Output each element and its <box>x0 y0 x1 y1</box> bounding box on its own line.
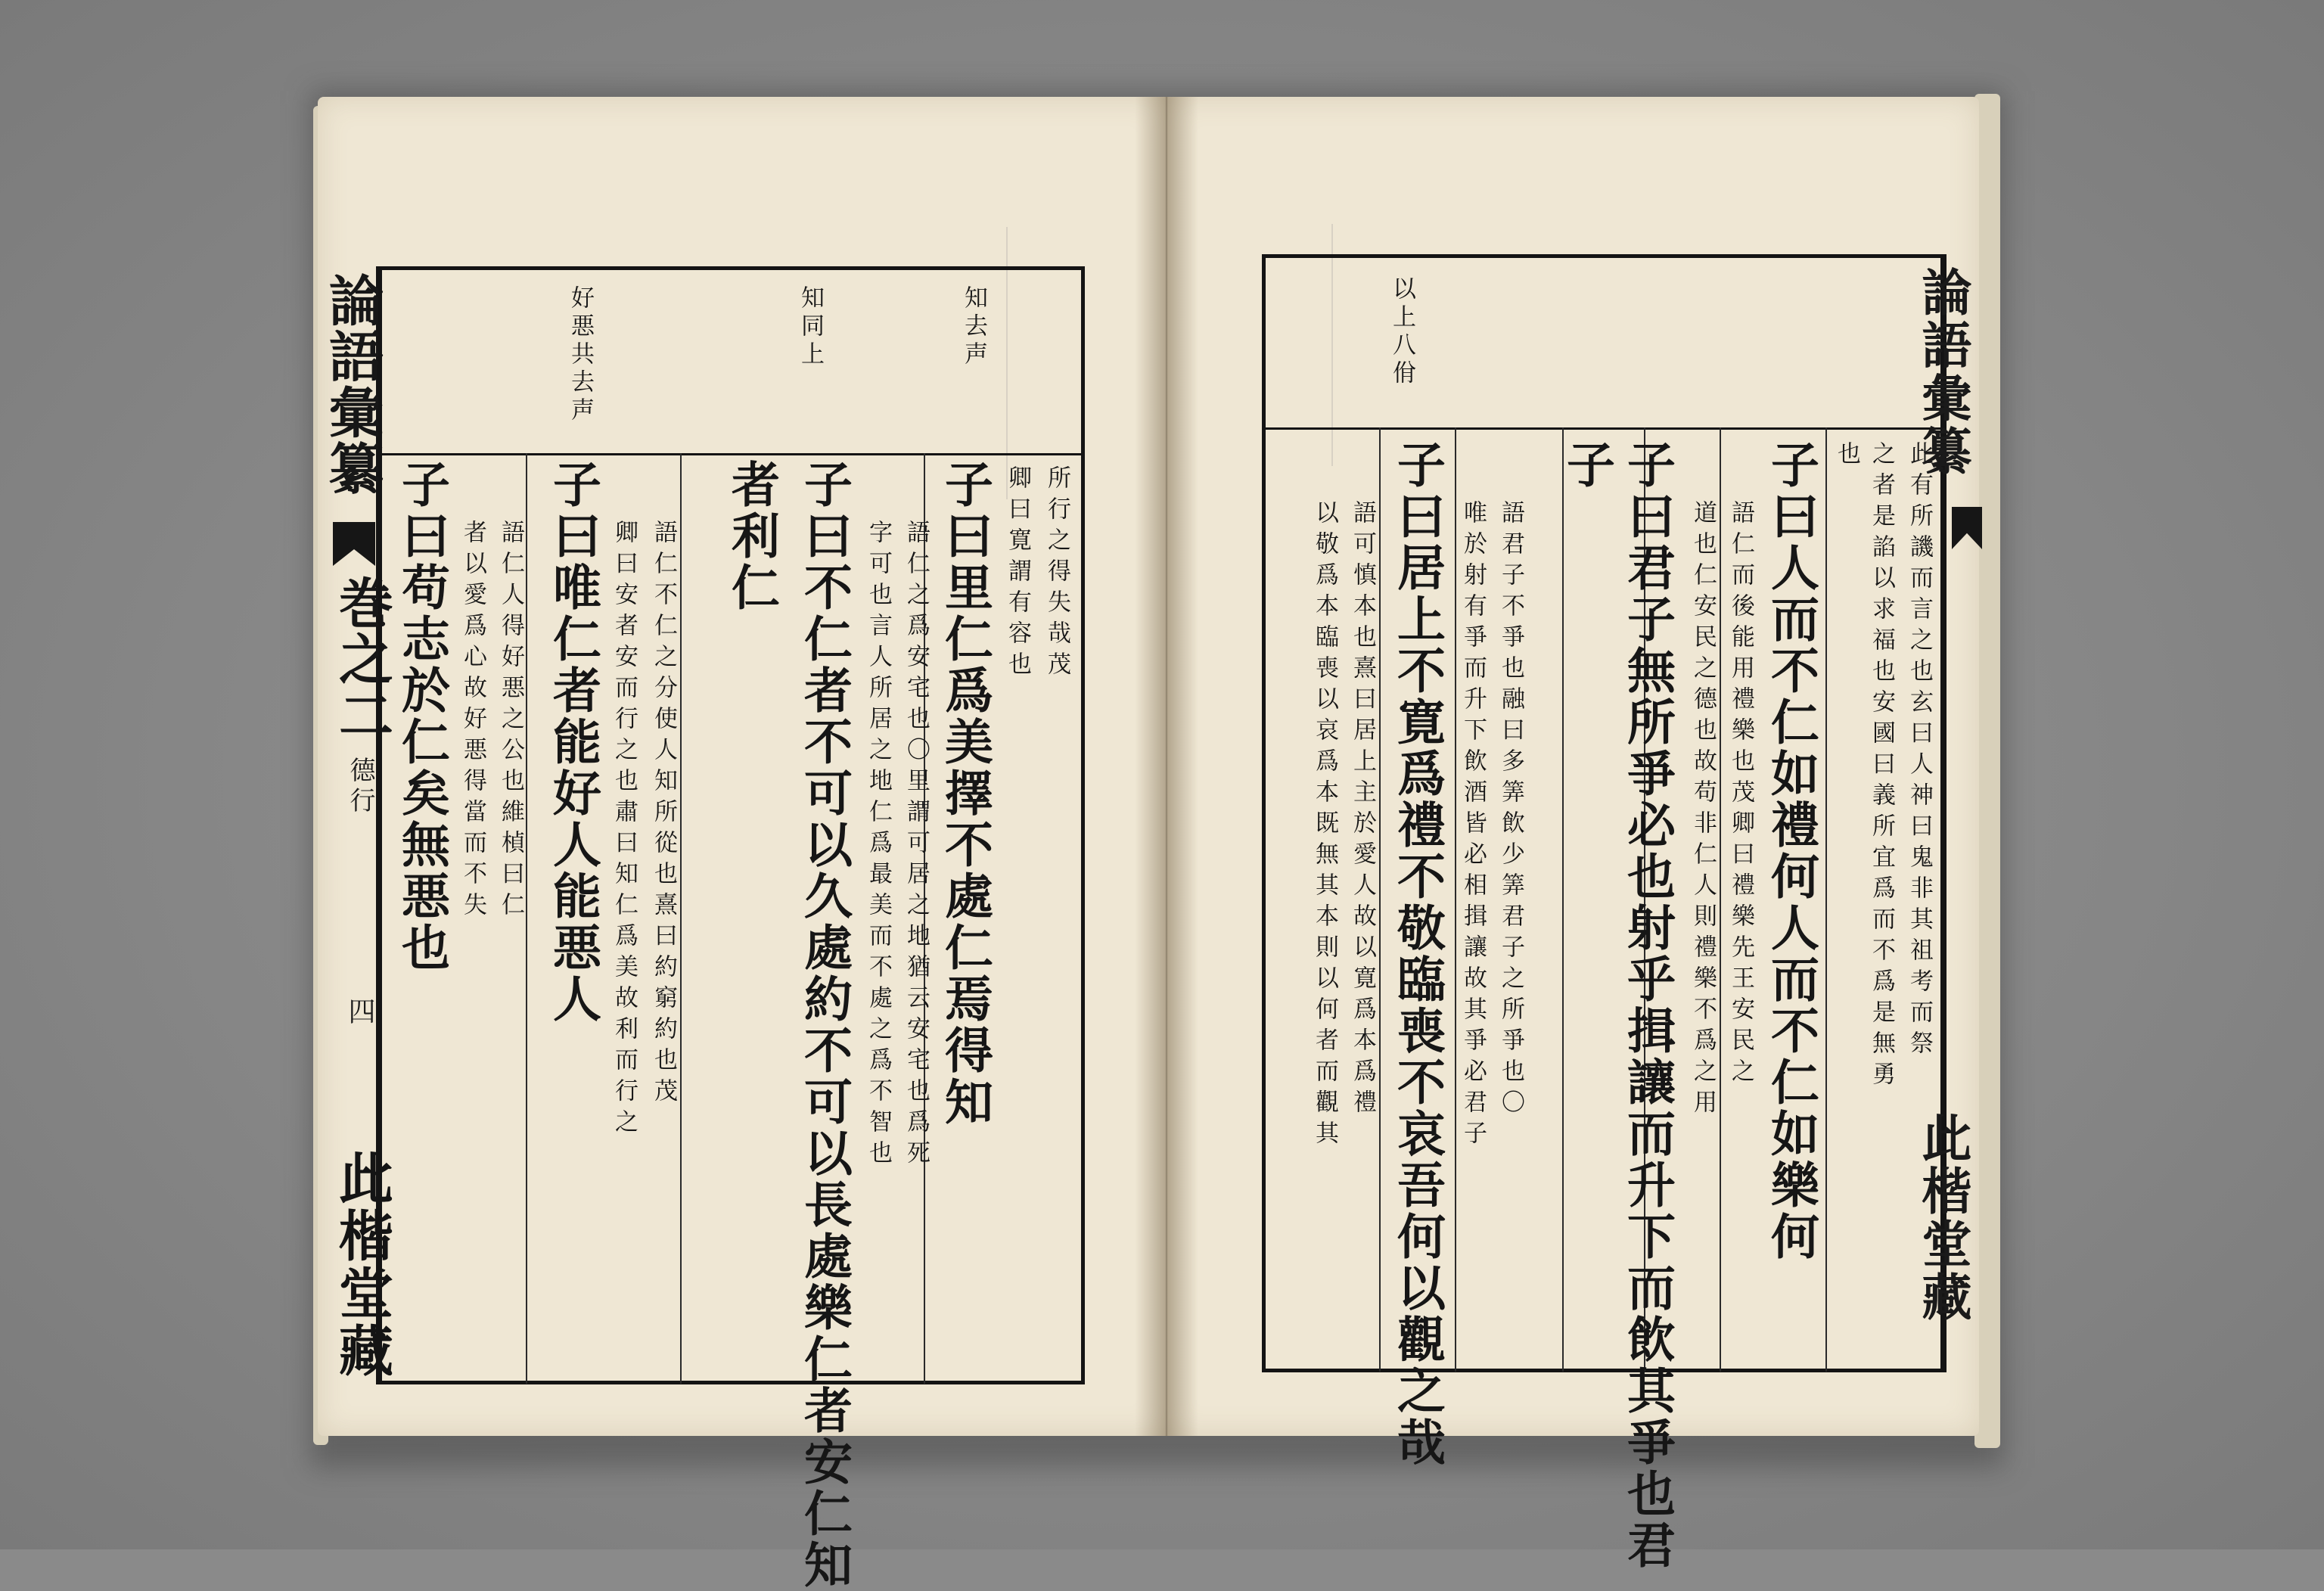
column-rule <box>1455 427 1456 1372</box>
page-number: 四 <box>344 997 375 1024</box>
main-text-line: 子曰居上不寛爲禮不敬臨喪不哀吾何以觀之哉 <box>1389 440 1446 1468</box>
commentary-line: 道也仁安民之德也故苟非仁人則禮樂不爲之用 <box>1689 500 1717 1120</box>
book-title: 論語彙纂 <box>1913 266 1972 478</box>
commentary-line: 唯於射有爭而升下飲酒皆必相揖讓故其爭必君子 <box>1459 500 1487 1151</box>
commentary-line: 語君子不爭也融曰多筭飲少筭君子之所爭也〇 <box>1497 500 1524 1120</box>
column-rule <box>1720 427 1721 1372</box>
column-rule <box>1825 427 1827 1372</box>
main-text-line: 者利仁 <box>723 459 780 614</box>
head-note: 以上八佾 <box>1388 276 1415 388</box>
head-note-band <box>1266 258 1940 430</box>
section-label: 德行 <box>345 757 375 817</box>
commentary-line: 以敬爲本臨喪以哀爲本既無其本則以何者而觀其 <box>1311 500 1338 1151</box>
main-text-line: 子曰唯仁者能好人能悪人 <box>545 459 601 1025</box>
commentary-line: 語仁而後能用禮樂也茂卿曰禮樂先王安民之 <box>1727 500 1754 1089</box>
right-text-frame <box>1262 254 1944 1571</box>
main-text-line: 子曰里仁爲美擇不處仁焉得知 <box>937 459 993 1128</box>
main-text-line: 子曰苟志於仁矣無悪也 <box>393 459 450 974</box>
head-note: 知同上 <box>797 285 824 369</box>
left-text-frame <box>378 266 1085 1591</box>
commentary-line: 所行之得失哉茂 <box>1043 465 1070 682</box>
commentary-line: 語可慎本也熹曰居上主於愛人故以寛爲本爲禮 <box>1349 500 1376 1120</box>
column-rule <box>1562 427 1564 1372</box>
commentary-line: 字可也言人所居之地仁爲最美而不處之爲不智也 <box>865 520 892 1171</box>
commentary-line: 者以愛爲心故好悪得當而不失 <box>459 520 486 923</box>
commentary-line: 此有所譏而言之也玄曰人神曰鬼非其祖考而祭 <box>1906 441 1933 1061</box>
commentary-line: 卿曰安者安而行之也肅曰知仁爲美故利而行之 <box>611 520 638 1140</box>
column-rule <box>526 453 527 1384</box>
book-title: 論語彙纂 <box>320 272 384 496</box>
main-text-line: 子曰君子無所爭必也射乎揖讓而升下而飲其爭也君 <box>1619 440 1676 1571</box>
commentary-line: 語仁人得好悪之公也維楨曰仁 <box>497 520 524 923</box>
main-text-line: 子曰不仁者不可以久處約不可以長處樂仁者安仁知 <box>796 459 853 1591</box>
volume-label: 巻之二 <box>330 575 394 743</box>
publisher-mark: 此楷堂藏 <box>330 1150 394 1380</box>
head-note: 好悪共去声 <box>567 285 594 425</box>
main-text-line: 子 <box>1558 440 1615 491</box>
commentary-line: 之者是諂以求福也安國曰義所宜爲而不爲是無勇 <box>1868 441 1895 1092</box>
column-rule <box>1379 427 1381 1372</box>
main-text-line: 子曰人而不仁如禮何人而不仁如樂何 <box>1763 440 1819 1263</box>
commentary-line: 語仁不仁之分使人知所從也熹曰約窮約也茂 <box>650 520 677 1109</box>
publisher-mark: 此楷堂藏 <box>1913 1112 1972 1324</box>
commentary-line: 也 <box>1833 441 1860 472</box>
head-note: 知去声 <box>960 285 987 369</box>
commentary-line: 語仁之爲安宅也〇里謂可居之地猶云安宅也爲死 <box>903 520 930 1171</box>
commentary-line: 卿曰寛謂有容也 <box>1004 465 1031 682</box>
column-rule <box>680 453 682 1384</box>
